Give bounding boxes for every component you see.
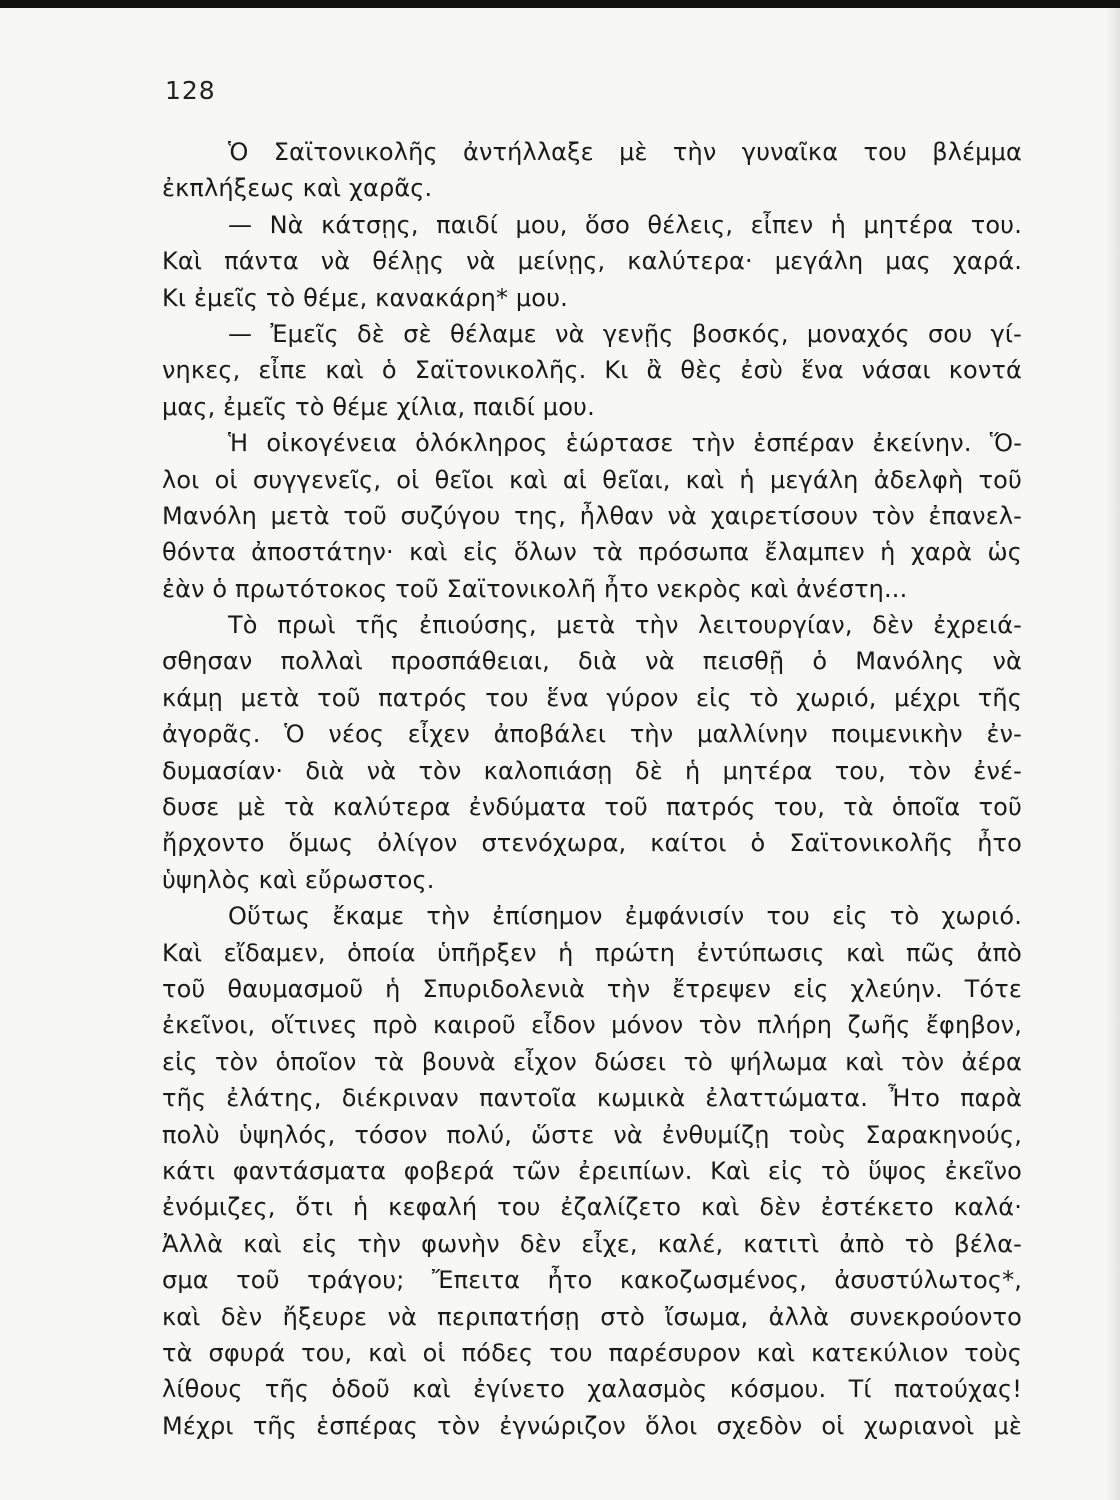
text-line: ἐκπλήξεως καὶ χαρᾶς. (162, 174, 433, 203)
body-text (162, 134, 1022, 1444)
text-line: τοῦ θαυμασμοῦ ἡ Σπυριδολενιὰ τὴν ἔτρεψεν εἰς χλεύην. Τότε (162, 974, 1022, 1003)
text-line: λοι οἱ συγγενεῖς, οἱ θεῖοι καὶ αἱ θεῖαι, καὶ ἡ μεγάλη ἀδελφὴ τοῦ (162, 465, 1022, 494)
text-line: Μέχρι τῆς ἑσπέρας τὸν ἐγνώριζον ὅλοι σχεδὸν οἱ χωριανοὶ μὲ (162, 1411, 1022, 1440)
text-line: δυσε μὲ τὰ καλύτερα ἐνδύματα τοῦ πατρός του, τὰ ὁποῖα τοῦ (162, 793, 1022, 822)
text-line: ἐκεῖνοι, οἵτινες πρὸ καιροῦ εἶδον μόνον τὸν πλήρη ζωῆς ἔφηβον, (162, 1011, 1022, 1040)
scan-page-shadow (1106, 0, 1120, 1500)
text-line: Καὶ πάντα νὰ θέλῃς νὰ μείνῃς, καλύτερα· μεγάλη μας χαρά. (162, 247, 1022, 276)
text-line: Ἀλλὰ καὶ εἰς τὴν φωνὴν δὲν εἶχε, καλέ, κατιτὶ ἀπὸ τὸ βέλα- (162, 1229, 1022, 1258)
text-line: τῆς ἐλάτης, διέκριναν παντοῖα κωμικὰ ἐλαττώματα. Ἦτο παρὰ (162, 1084, 1022, 1113)
text-line: ἐνόμιζες, ὅτι ἡ κεφαλή του ἐζαλίζετο καὶ δὲν ἐστέκετο καλά· (162, 1193, 1022, 1222)
text-line: Καὶ εἴδαμεν, ὁποία ὑπῆρξεν ἡ πρώτη ἐντύπωσις καὶ πῶς ἀπὸ (162, 938, 1022, 967)
text-line: Ὁ Σαϊτονικολῆς ἀντήλλαξε μὲ τὴν γυναῖκα του βλέμμα (228, 138, 1022, 166)
text-line: κάτι φαντάσματα φοβερά τῶν ἐρειπίων. Καὶ εἰς τὸ ὕψος ἐκεῖνο (162, 1156, 1022, 1185)
text-line: κάμῃ μετὰ τοῦ πατρός του ἕνα γύρον εἰς τὸ χωριό, μέχρι τῆς (162, 683, 1022, 712)
text-line: ὑψηλὸς καὶ εὔρωστος. (162, 865, 435, 894)
text-line: Κι ἐμεῖς τὸ θέμε, κανακάρη* μου. (162, 283, 568, 312)
page-number: 128 (165, 76, 216, 105)
text-line: μας, ἐμεῖς τὸ θέμε χίλια, παιδί μου. (162, 392, 595, 421)
text-line: Οὕτως ἔκαμε τὴν ἐπίσημον ἐμφάνισίν του εἰς τὸ χωριό. (228, 902, 1022, 931)
text-line: σθησαν πολλαὶ προσπάθειαι, διὰ νὰ πεισθῇ ὁ Μανόλης νὰ (162, 647, 1022, 676)
text-line: εἰς τὸν ὁποῖον τὰ βουνὰ εἶχον δώσει τὸ ψήλωμα καὶ τὸν ἀέρα (162, 1047, 1022, 1076)
text-line: ἀγορᾶς. Ὁ νέος εἶχεν ἀποβάλει τὴν μαλλίνην ποιμενικὴν ἐν- (162, 720, 1022, 749)
text-line: Τὸ πρωὶ τῆς ἐπιούσης, μετὰ τὴν λειτουργίαν, δὲν ἐχρειά- (228, 611, 1022, 640)
text-line: ἐὰν ὁ πρωτότοκος τοῦ Σαϊτονικολῆ ἦτο νεκρὸς καὶ ἀνέστη... (162, 574, 908, 603)
text-line: θόντα ἀποστάτην· καὶ εἰς ὅλων τὰ πρόσωπα ἔλαμπεν ἡ χαρὰ ὡς (162, 538, 1022, 567)
text-line: ἤρχοντο ὅμως ὀλίγον στενόχωρα, καίτοι ὁ Σαϊτονικολῆς ἦτο (162, 829, 1022, 858)
text-line: δυμασίαν· διὰ νὰ τὸν καλοπιάσῃ δὲ ἡ μητέρα του, τὸν ἐνέ- (162, 756, 1022, 785)
text-line: — Ἐμεῖς δὲ σὲ θέλαμε νὰ γενῇς βοσκός, μοναχός σου γί- (228, 319, 1022, 348)
text-line: νηκες, εἶπε καὶ ὁ Σαϊτονικολῆς. Κι ἂ θὲς ἐσὺ ἕνα νάσαι κοντά (162, 356, 1022, 385)
text-line: πολὺ ὑψηλός, τόσον πολύ, ὥστε νὰ ἐνθυμίζῃ τοὺς Σαρακηνούς, (162, 1120, 1022, 1149)
text-line: Ἡ οἰκογένεια ὁλόκληρος ἑώρτασε τὴν ἑσπέραν ἐκείνην. Ὅ- (228, 429, 1022, 458)
text-line: σμα τοῦ τράγου; Ἔπειτα ἦτο κακοζωσμένος, ἀσυστύλωτος*, (162, 1266, 1022, 1295)
text-line: καὶ δὲν ἤξευρε νὰ περιπατήσῃ στὸ ἴσωμα, ἀλλὰ συνεκρούοντο (162, 1302, 1022, 1331)
text-line: Μανόλη μετὰ τοῦ συζύγου της, ἦλθαν νὰ χαιρετίσουν τὸν ἐπανελ- (162, 501, 1022, 530)
text-line: τὰ σφυρά του, καὶ οἱ πόδες του παρέσυρον καὶ κατεκύλιον τοὺς (162, 1338, 1022, 1367)
text-line: — Νὰ κάτσῃς, παιδί μου, ὅσο θέλεις, εἶπεν ἡ μητέρα του. (228, 210, 1022, 239)
scan-top-edge (0, 0, 1120, 8)
text-line: λίθους τῆς ὁδοῦ καὶ ἐγίνετο χαλασμὸς κόσμου. Τί πατούχας! (162, 1375, 1022, 1404)
